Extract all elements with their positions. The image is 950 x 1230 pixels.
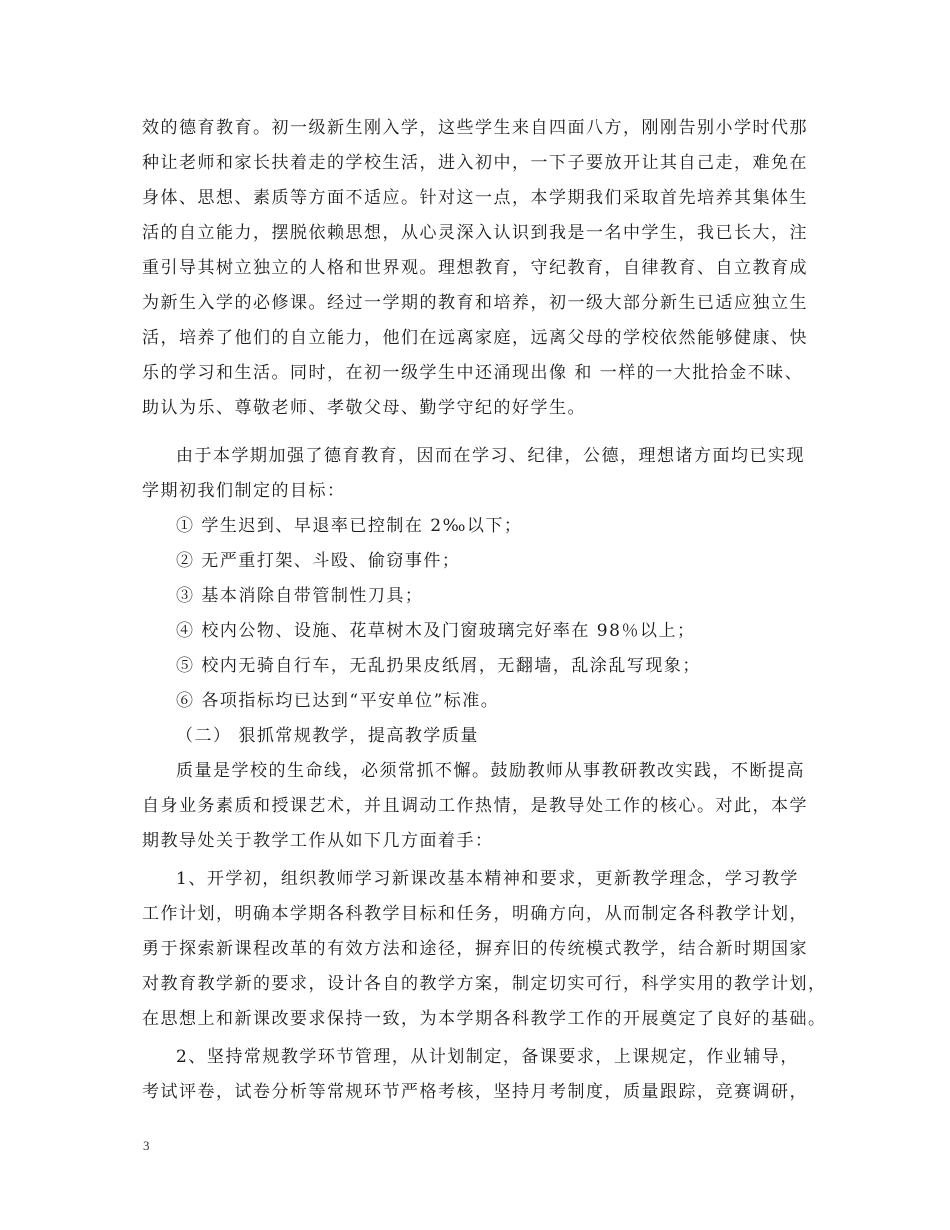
body-text-line: 效的德育教育。初一级新生刚入学，这些学生来自四面八方，刚刚告别小学时代那 (142, 118, 808, 138)
paragraph-text-line: 1、开学初，组织教师学习新课改基本精神和要求，更新教学理念，学习教学 (176, 869, 799, 889)
paragraph-text-line: 2、坚持常规教学环节管理，从计划制定，备课要求，上课规定，作业辅导， (176, 1047, 799, 1067)
body-text-line: 重引导其树立独立的人格和世界观。理想教育，守纪教育，自律教育、自立教育成 (142, 258, 808, 278)
body-text-line: 为新生入学的必修课。经过一学期的教育和培养，初一级大部分新生已适应独立生 (142, 293, 808, 313)
list-item: ③ 基本消除自带管制性刀具； (176, 586, 424, 606)
body-text-line: 在思想上和新课改要求保持一致，为本学期各科教学工作的开展奠定了良好的基础。 (142, 1009, 827, 1029)
body-text-line: 身体、思想、素质等方面不适应。针对这一点，本学期我们采取首先培养其集体生 (142, 188, 808, 208)
body-text-line: 种让老师和家长扶着走的学校生活，进入初中，一下子要放开让其自己走，难免在 (142, 153, 808, 173)
list-item: ⑥ 各项指标均已达到“平安单位”标准。 (176, 691, 500, 711)
body-text-line: 工作计划，明确本学期各科教学目标和任务，明确方向，从而制定各科教学计划， (142, 904, 808, 924)
body-text-line: 学期初我们制定的目标： (142, 481, 346, 501)
list-item: ② 无严重打架、斗殴、偷窃事件； (176, 551, 461, 571)
list-item: ① 学生迟到、早退率已控制在 2‰以下； (176, 516, 523, 536)
body-text-line: 活的自立能力，摆脱依赖思想，从心灵深入认识到我是一名中学生，我已长大，注 (142, 223, 808, 243)
body-text-line: 对教育教学新的要求，设计各自的教学方案，制定切实可行，科学实用的教学计划， (142, 974, 827, 994)
body-text-line: 助认为乐、尊敬老师、孝敬父母、勤学守纪的好学生。 (142, 398, 586, 418)
section-heading: （二） 狠抓常规教学，提高教学质量 (176, 726, 479, 746)
body-text-line: 乐的学习和生活。同时，在初一级学生中还涌现出像 和 一样的一大批拾金不昧、 (142, 363, 804, 383)
body-text-line: 自身业务素质和授课艺术，并且调动工作热情，是教导处工作的核心。对此，本学 (142, 796, 808, 816)
list-item: ⑤ 校内无骑自行车，无乱扔果皮纸屑，无翻墙，乱涂乱写现象； (176, 656, 701, 676)
body-text-line: 期教导处关于教学工作从如下几方面着手： (142, 831, 494, 851)
paragraph-text-line: 质量是学校的生命线，必须常抓不懈。鼓励教师从事教研教改实践，不断提高 (176, 761, 805, 781)
paragraph-text-line: 由于本学期加强了德育教育，因而在学习、纪律，公德，理想诸方面均已实现 (176, 446, 805, 466)
list-item: ④ 校内公物、设施、花草树木及门窗玻璃完好率在 98％以上； (176, 621, 696, 641)
page-number: 3 (143, 1138, 150, 1153)
body-text-line: 考试评卷，试卷分析等常规环节严格考核，坚持月考制度，质量跟踪，竞赛调研， (142, 1082, 808, 1102)
body-text-line: 活，培养了他们的自立能力，他们在远离家庭，远离父母的学校依然能够健康、快 (142, 328, 808, 348)
body-text-line: 勇于探索新课程改革的有效方法和途径，摒弃旧的传统模式教学，结合新时期国家 (142, 939, 808, 959)
